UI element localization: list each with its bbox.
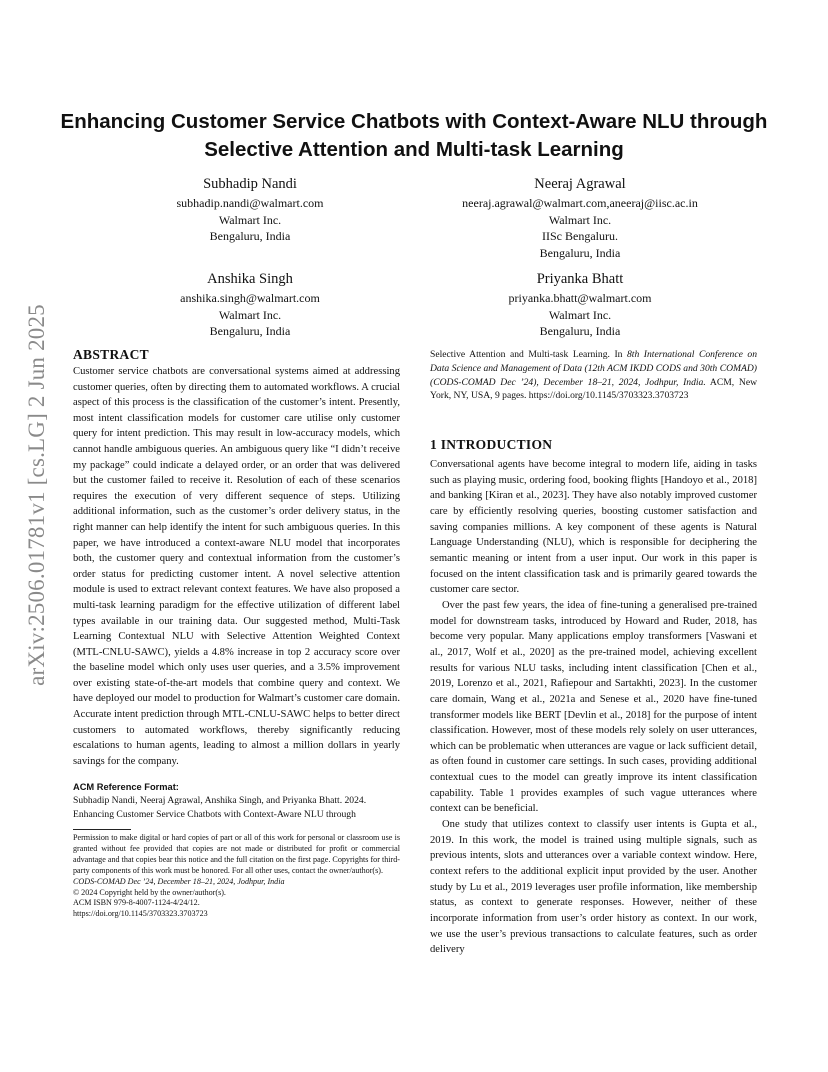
paper-title: Enhancing Customer Service Chatbots with Context-Aware NLU through Selective Attention and Multi-task Learning — [60, 110, 768, 161]
abstract-heading: ABSTRACT — [73, 347, 149, 362]
introduction-paragraph: Over the past few years, the idea of fine-tuning a generalised pre-trained model for downstream tasks, introduced by Howard and Ruder, 2018, has become very popular. Many applications employ transformers [Vaswani et al., 2017, Wolf et al., 2020] as the pre-trained model, achieving excellent results for various NLU tasks, including intent classification [Chen et al., 2019, Lorenzo et al., 2021, Rafiepour and Sartakhti, 2023]. In the customer care domain, Wang et al., 2021a and Senese et al., 2020 have fine-tuned transformer models like BERT [Devlin et al., 2018] for the purpose of intent classification. However, most of these models rely solely on user utterances, which can be problematic when utterances are vague or lack sufficient detail, as often found in customer care settings. In such cases, providing additional contextual cues to the model can greatly improve its intent classification capability. Table 1 provides examples of such vague utterances where context can be beneficial. — [430, 599, 757, 815]
isbn-line: ACM ISBN 979-8-4007-1124-4/24/12. — [73, 898, 200, 908]
abstract-text: Customer service chatbots are conversational systems aimed at addressing customer queries, often by directing them to automated workflows. A crucial aspect of this process is the classification of the customer’s intent. Presently, most intent classification models for customer care utilise only customer query for intent prediction. This may result in low-accuracy models, which cannot handle ambiguous queries. An ambiguous query like “I didn’t receive my package” could indicate a delayed order, or an order that was delivered but the customer failed to receive it. Resolution of each of these scenarios requires the execution of very different sequence of steps. Utilizing additional information, such as the customer’s order delivery status, in the right manner can help identify the intent for such ambiguous queries. In this paper, we have introduced a context-aware NLU model that incorporates both, the customer query and contextual information from the customer’s order status for predicting customer intent. A novel selective attention module is used to extract relevant context features. We have also proposed a multi-task learning paradigm for the effective utilization of different label types available in our training data. Our suggested method, Multi-Task Learning Contextual NLU with Selective Attention Weighted Context (MTL-CNLU-SAWC), yields a 4.8% increase in top 2 accuracy score over the baseline model which only uses user queries, and a 3.5% improvement over existing state-of-the-art models that combine query and context. We have deployed our model to production for Walmart’s customer care domain. Accurate intent prediction through MTL-CNLU-SAWC helps to better direct customers to automated workflows, thereby significantly reducing escalations to human agents, leading to almost a million dollars in yearly savings for the company. — [73, 366, 400, 767]
acm-reference-venue: 8th International Conference on Data Science and Management of Data (12th ACM IKDD CODS and 30th COMAD) (CODS-COMAD Dec ’24), December 18–21, 2024, Jodhpur, India. — [430, 349, 757, 388]
author-location: Bengaluru, India — [539, 245, 621, 260]
author-email[interactable]: priyanka.bhatt@walmart.com — [508, 291, 652, 305]
author-block-agrawal — [430, 175, 730, 261]
permission-notice: Permission to make digital or hard copies of part or all of this work for personal or classroom use is granted without fee provided that copies are not made or distributed for profit or commercial advantage and that copies bear this notice and the full citation on the first page. Copyrights for third-party components of this work must be honored. For all other uses, contact the owner/author(s). — [73, 833, 400, 875]
author-affiliation: Walmart Inc. — [548, 307, 612, 322]
doi-link[interactable]: https://doi.org/10.1145/3703323.3703723 — [73, 909, 208, 919]
arxiv-identifier-text: arXiv:2506.01781v1 [cs.LG] 2 Jun 2025 — [24, 304, 49, 686]
author-name: Neeraj Agrawal — [534, 176, 626, 192]
abstract-section — [73, 346, 400, 822]
author-affiliation: Walmart Inc. — [218, 307, 282, 322]
introduction-paragraph: One study that utilizes context to classify user intents is Gupta et al., 2019. In this work, the model is trained using multiple signals, such as previous intents, slots and utterances over a variable context window. Here, context refers to the additional explicit input provided by the user. Another study by Lu et al., 2019 leverages user profile information, like membership status, as context to generate responses. However, neither of these incorporate information from user’s order history as context. In our work, we use the user’s previous transactions to calculate features, such as order delivery — [430, 819, 757, 956]
author-affiliation: Walmart Inc. — [548, 212, 612, 227]
acm-reference-heading: ACM Reference Format: — [73, 782, 179, 793]
author-location: Bengaluru, India — [209, 324, 291, 338]
author-name: Priyanka Bhatt — [536, 271, 624, 287]
author-affiliation-secondary: IISc Bengaluru. — [542, 229, 618, 243]
introduction-heading: 1 INTRODUCTION — [430, 437, 553, 452]
acm-reference-continuation-tail: ACM, New York, NY, USA, 9 pages. https://doi.org/10.1145/3703323.3703723 — [430, 376, 758, 402]
author-email[interactable]: subhadip.nandi@walmart.com — [176, 196, 324, 210]
author-email[interactable]: neeraj.agrawal@walmart.com,aneeraj@iisc.ac.in — [462, 196, 698, 210]
author-location: Bengaluru, India — [209, 229, 291, 243]
copyright-footnote — [73, 833, 400, 920]
introduction-section — [430, 436, 757, 958]
footnote-divider — [73, 829, 131, 830]
author-location: Bengaluru, India — [539, 324, 621, 338]
author-block-bhatt — [480, 270, 680, 340]
author-block-nandi — [150, 175, 350, 245]
author-name: Subhadip Nandi — [203, 176, 297, 192]
acm-reference-text: Subhadip Nandi, Neeraj Agrawal, Anshika Singh, and Priyanka Bhatt. 2024. Enhancing Customer Service Chatbots with Context-Aware NLU through — [73, 795, 367, 821]
introduction-paragraph: Conversational agents have become integral to modern life, aiding in tasks such as playing music, ordering food, booking flights [Handoyo et al., 2018] and banking [Kiran et al., 2023]. They have also notably improved customer care by efficiently resolving queries, boosting customer satisfaction and saving companies millions. A key component of these agents is Natural Language Understanding (NLU), which is responsible for deciphering the semantic meaning or intent from a user input. Our work in this paper is focused on the intent classification task and is primarily geared towards the customer care sector. — [430, 459, 757, 596]
author-name: Anshika Singh — [207, 271, 293, 287]
acm-reference-continuation — [430, 348, 757, 403]
acm-reference-continuation-plain: Selective Attention and Multi-task Learning. In — [430, 349, 627, 360]
author-block-singh — [150, 270, 350, 340]
arxiv-identifier-stamp — [22, 304, 52, 686]
venue-line: CODS-COMAD Dec ’24, December 18–21, 2024, Jodhpur, India — [73, 876, 285, 886]
author-affiliation: Walmart Inc. — [218, 212, 282, 227]
author-email[interactable]: anshika.singh@walmart.com — [180, 291, 320, 305]
copyright-line: © 2024 Copyright held by the owner/author(s). — [73, 887, 226, 897]
